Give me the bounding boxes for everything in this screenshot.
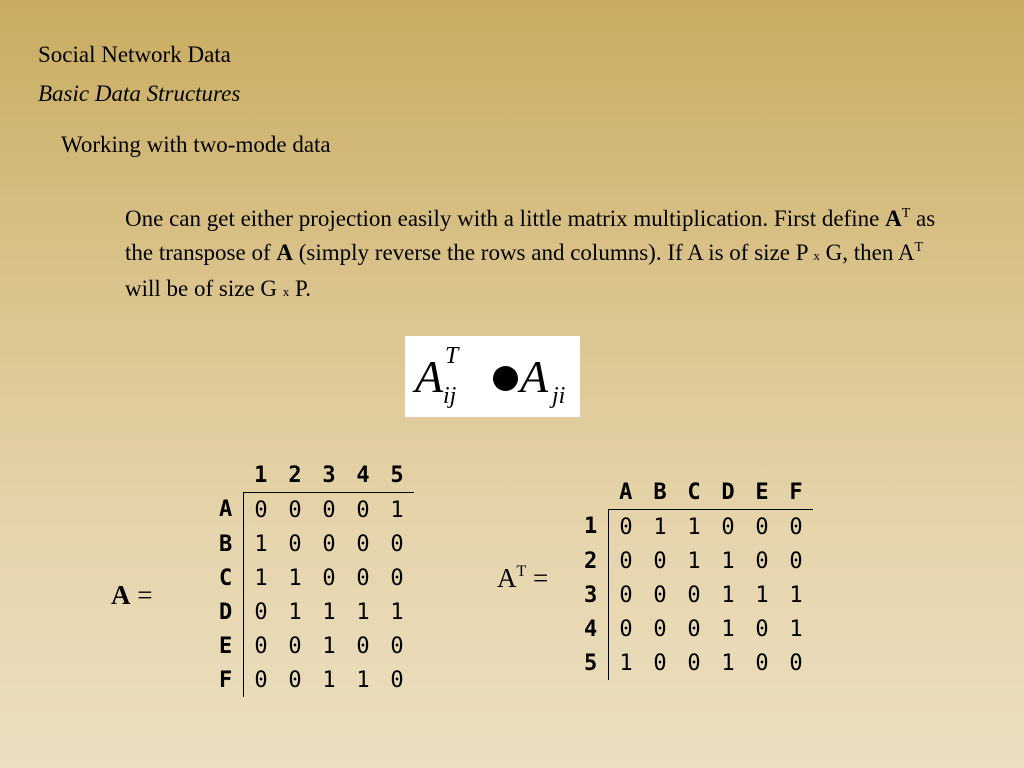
matrix-a-cell: 0 xyxy=(244,629,279,663)
matrix-a-cell: 0 xyxy=(390,633,404,659)
matrix-a-cell: 1 xyxy=(390,497,404,523)
matrix-at-column-header: A xyxy=(609,475,644,510)
times-sign-2: x xyxy=(282,284,290,299)
slide-subtitle: Basic Data Structures xyxy=(38,81,241,106)
matrix-at-row-header: 3 xyxy=(584,582,598,608)
formula-lhs-symbol: A xyxy=(415,351,444,402)
matrix-a-row xyxy=(219,595,414,629)
matrix-at-cell: 0 xyxy=(789,548,803,574)
matrix-a-corner xyxy=(219,458,244,493)
matrix-a-cell: 1 xyxy=(322,633,336,659)
matrix-a-cell: 0 xyxy=(390,565,404,591)
para-text-4: G, then A xyxy=(819,239,915,265)
para-text-6: P. xyxy=(289,276,312,301)
matrix-a-column-header: 5 xyxy=(380,458,414,493)
matrix-a-row xyxy=(219,629,414,663)
matrix-at-column-header: E xyxy=(745,475,779,510)
times-sign-1: x xyxy=(813,247,820,263)
matrix-a-row-header: F xyxy=(219,667,233,693)
matrix-a-cell: 0 xyxy=(322,497,336,523)
formula-lhs-superscript: T xyxy=(445,343,459,369)
matrix-at-cell: 1 xyxy=(687,548,701,574)
matrix-at-cell: 0 xyxy=(789,514,803,540)
matrix-at-row-header: 5 xyxy=(584,650,598,676)
matrix-a-cell: 0 xyxy=(390,531,404,557)
matrix-at-row-header: 2 xyxy=(584,548,598,574)
matrix-at-row-header: 1 xyxy=(584,514,598,540)
matrix-at-column-header: C xyxy=(677,475,711,510)
matrix-a-label xyxy=(111,580,152,611)
matrix-a-cell: 1 xyxy=(322,599,336,625)
matrix-a-row xyxy=(219,561,414,595)
matrix-at-cell: 0 xyxy=(687,650,701,676)
matrix-a-cell: 1 xyxy=(288,565,302,591)
matrix-at-column-header: B xyxy=(643,475,677,510)
bullet-operator-icon xyxy=(493,366,518,391)
matrix-a-row-header: D xyxy=(219,599,233,625)
matrix-a-cell: 1 xyxy=(356,667,370,693)
matrix-a-column-header: 3 xyxy=(312,458,346,493)
matrix-at-row xyxy=(584,612,813,646)
matrix-at-cell: 0 xyxy=(609,578,644,612)
matrix-a-row-header: C xyxy=(219,565,233,591)
matrix-a-row xyxy=(219,527,414,561)
matrix-at-equals: = xyxy=(533,563,549,593)
matrix-a-cell: 0 xyxy=(288,497,302,523)
formula-rhs-subscript: ji xyxy=(552,383,566,409)
para-a-bold: A xyxy=(276,239,294,265)
matrix-a-cell: 1 xyxy=(390,599,404,625)
matrix-a-cell: 0 xyxy=(244,493,279,528)
matrix-at-cell: 0 xyxy=(721,514,735,540)
matrix-a-row-header: E xyxy=(219,633,233,659)
para-text-3: (simply reverse the rows and columns). If A is of size P xyxy=(293,239,814,265)
matrix-a-cell: 0 xyxy=(244,663,279,697)
matrix-a-symbol: A xyxy=(111,580,131,610)
matrix-a-cell: 0 xyxy=(288,531,302,557)
matrix-at-row xyxy=(584,510,813,545)
matrix-at-cell: 1 xyxy=(687,514,701,540)
matrix-at-cell: 1 xyxy=(721,650,735,676)
matrix-at-cell: 0 xyxy=(687,616,701,642)
matrix-a-row-header: B xyxy=(219,531,233,557)
matrix-at-cell: 1 xyxy=(721,616,735,642)
section-heading: Working with two-mode data xyxy=(61,132,331,157)
matrix-a-cell: 0 xyxy=(244,595,279,629)
matrix-at-cell: 0 xyxy=(653,616,667,642)
matrix-at-header-row xyxy=(584,475,813,510)
matrix-at-column-header: D xyxy=(711,475,745,510)
matrix-at-cell: 0 xyxy=(755,650,769,676)
matrix-at-cell: 1 xyxy=(653,514,667,540)
slide-title: Social Network Data xyxy=(38,42,231,67)
explanation-paragraph xyxy=(125,202,955,309)
matrix-a-cell: 0 xyxy=(322,565,336,591)
matrix-at-cell: 0 xyxy=(609,544,644,578)
matrix-at-table xyxy=(584,475,813,680)
para-at-bold: A xyxy=(885,206,902,231)
matrix-at-cell: 1 xyxy=(789,582,803,608)
matrix-a-cell: 0 xyxy=(356,565,370,591)
matrix-a-cell: 0 xyxy=(322,531,336,557)
para-text-5: will be of size G xyxy=(125,276,283,301)
matrix-a-cell: 0 xyxy=(356,497,370,523)
matrix-at-cell: 0 xyxy=(653,582,667,608)
matrix-a-cell: 1 xyxy=(244,561,279,595)
matrix-a-table xyxy=(219,458,414,697)
matrix-at-row xyxy=(584,544,813,578)
matrix-at-cell: 1 xyxy=(609,646,644,680)
transpose-formula xyxy=(405,336,580,417)
matrix-a-cell: 0 xyxy=(390,667,404,693)
matrix-at-cell: 0 xyxy=(609,612,644,646)
matrix-at-cell: 1 xyxy=(721,548,735,574)
matrix-a-cell: 1 xyxy=(356,599,370,625)
matrix-at-label xyxy=(497,563,548,594)
matrix-a-cell: 0 xyxy=(288,633,302,659)
matrix-at-cell: 0 xyxy=(755,616,769,642)
para-at-sup: T xyxy=(901,206,911,221)
matrix-a-cell: 1 xyxy=(322,667,336,693)
matrix-a-column-header: 1 xyxy=(244,458,279,493)
para-text-2: as the transpose of xyxy=(125,206,936,265)
matrix-a-header-row xyxy=(219,458,414,493)
matrix-at-sup: T xyxy=(516,563,527,580)
matrix-at-row-header: 4 xyxy=(584,616,598,642)
matrix-at-column-header: F xyxy=(779,475,813,510)
matrix-a-equals: = xyxy=(137,580,153,610)
matrix-at-cell: 1 xyxy=(721,582,735,608)
matrix-a-row-header: A xyxy=(219,497,233,523)
matrix-at-symbol: A xyxy=(497,563,517,593)
matrix-at-row xyxy=(584,578,813,612)
matrix-at-cell: 0 xyxy=(653,548,667,574)
matrix-a-column-header: 2 xyxy=(278,458,312,493)
matrix-a-cell: 0 xyxy=(356,633,370,659)
formula-lhs-subscript: ij xyxy=(443,383,457,409)
matrix-at-cell: 0 xyxy=(653,650,667,676)
matrix-a-cell: 0 xyxy=(356,531,370,557)
matrix-at-cell: 0 xyxy=(789,650,803,676)
matrix-a-column-header: 4 xyxy=(346,458,380,493)
para-text-1: One can get either projection easily with a little matrix multiplication. First define xyxy=(125,206,886,231)
matrix-at-cell: 0 xyxy=(687,582,701,608)
matrix-at-cell: 0 xyxy=(755,548,769,574)
para-sup-2: T xyxy=(914,239,924,255)
matrix-at-cell: 1 xyxy=(755,582,769,608)
matrix-at-cell: 1 xyxy=(789,616,803,642)
matrix-a-cell: 0 xyxy=(288,667,302,693)
matrix-at-cell: 0 xyxy=(755,514,769,540)
formula-rhs-symbol: A xyxy=(520,351,549,402)
matrix-at-corner xyxy=(584,475,609,510)
matrix-a-cell: 1 xyxy=(244,527,279,561)
matrix-at-row xyxy=(584,646,813,680)
matrix-at-cell: 0 xyxy=(609,510,644,545)
matrix-a-cell: 1 xyxy=(288,599,302,625)
matrix-a-row xyxy=(219,663,414,697)
matrix-a-row xyxy=(219,493,414,528)
